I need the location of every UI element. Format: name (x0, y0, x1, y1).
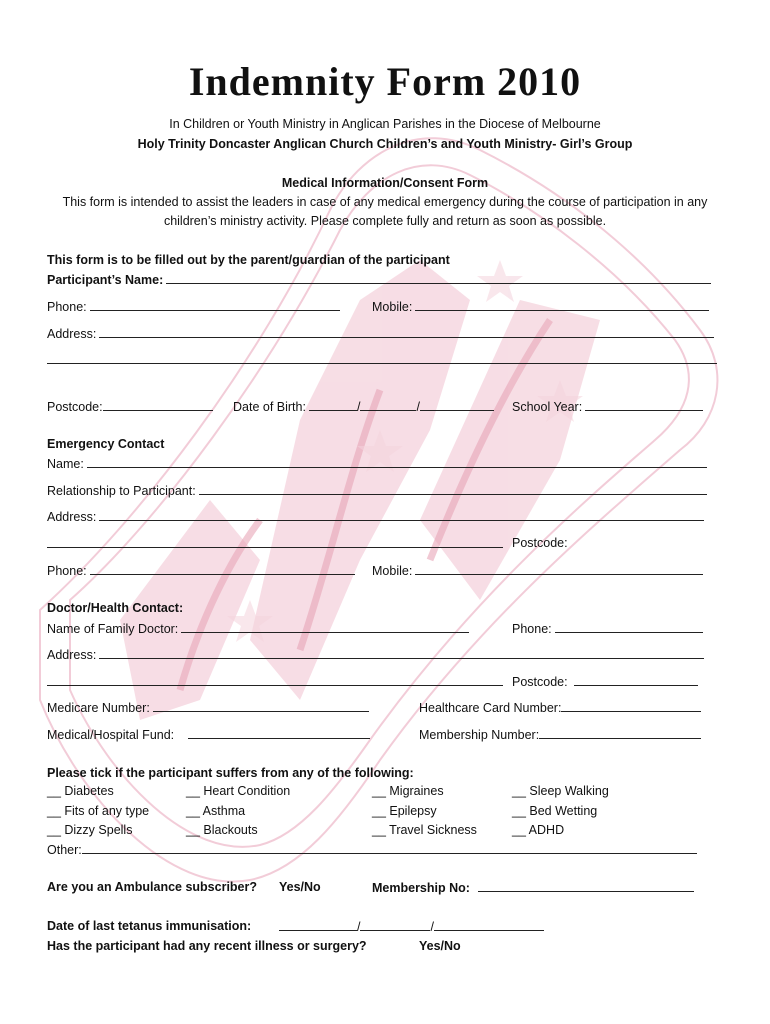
dob-day-field[interactable] (309, 399, 357, 411)
fund-label: Medical/Hospital Fund: (47, 728, 175, 742)
participant-mobile-label: Mobile: (372, 300, 413, 314)
doctor-name-label: Name of Family Doctor: (47, 622, 179, 636)
participant-address-row (47, 326, 714, 341)
emergency-address-label: Address: (47, 510, 97, 524)
fund-row (47, 727, 370, 742)
tetanus-separator-2: / (430, 920, 434, 934)
emergency-mobile-label: Mobile: (372, 564, 413, 578)
doctor-phone-row (512, 621, 703, 636)
conditions-col-1 (47, 782, 149, 841)
dob-year-field[interactable] (420, 399, 494, 411)
condition-blackouts[interactable]: __ Blackouts (186, 823, 258, 837)
condition-migraines[interactable]: __ Migraines (372, 784, 444, 798)
emergency-address-field-2[interactable] (47, 536, 503, 548)
emergency-phone-row (47, 563, 355, 578)
condition-travel-sickness[interactable]: __ Travel Sickness (372, 823, 477, 837)
doctor-postcode-label: Postcode: (512, 675, 568, 689)
healthcare-row (419, 700, 701, 715)
condition-fits[interactable]: __ Fits of any type (47, 803, 150, 818)
ambulance-membership-label: Membership No: (372, 881, 470, 895)
doctor-address-line-2 (47, 674, 503, 689)
school-year-field[interactable] (585, 399, 703, 411)
ambulance-membership-field[interactable] (478, 880, 694, 892)
emergency-name-label: Name: (47, 457, 84, 471)
doctor-address-label: Address: (47, 648, 97, 662)
other-row (47, 842, 697, 857)
membership-label: Membership Number: (419, 728, 540, 742)
membership-field[interactable] (539, 727, 701, 739)
tetanus-date-row (279, 919, 544, 934)
participant-mobile-row (372, 299, 709, 314)
emergency-address-row (47, 509, 704, 524)
dob-separator-2: / (416, 400, 420, 414)
illness-question: Has the participant had any recent illness or surgery? (47, 939, 367, 953)
participant-phone-label: Phone: (47, 300, 87, 314)
doctor-address-field[interactable] (99, 647, 704, 659)
participant-phone-row (47, 299, 340, 314)
participant-postcode-field[interactable] (103, 399, 213, 411)
participant-address-label: Address: (47, 327, 97, 341)
ambulance-membership-row (372, 880, 694, 895)
dob-label: Date of Birth: (233, 400, 306, 414)
doctor-phone-field[interactable] (555, 621, 703, 633)
dob-separator-1: / (356, 400, 361, 414)
dob-row (233, 399, 494, 414)
emergency-phone-field[interactable] (90, 563, 355, 575)
intro-line-1: This form is intended to assist the leaders in case of any medical emergency during the course of participation in any (62, 195, 708, 209)
conditions-col-4 (512, 782, 609, 841)
doctor-heading: Doctor/Health Contact: (47, 601, 184, 615)
tetanus-year-field[interactable] (434, 919, 544, 931)
participant-postcode-label: Postcode: (47, 400, 103, 414)
participant-address-field[interactable] (99, 326, 714, 338)
illness-answer[interactable]: Yes/No (419, 939, 461, 953)
fund-field[interactable] (188, 727, 370, 739)
participant-name-field[interactable] (166, 272, 711, 284)
page-title: Indemnity Form 2010 (188, 59, 582, 104)
section-heading: Medical Information/Consent Form (281, 176, 489, 190)
condition-dizzy-spells[interactable]: __ Dizzy Spells (47, 823, 133, 837)
participant-phone-field[interactable] (90, 299, 340, 311)
relationship-label: Relationship to Participant: (47, 484, 196, 498)
subtitle-church: Holy Trinity Doncaster Anglican Church Children’s and Youth Ministry- Girl’s Group (137, 137, 633, 151)
intro-line-2: children’s ministry activity. Please complete fully and return as soon as possible. (163, 214, 607, 228)
relationship-row (47, 483, 707, 498)
participant-address-field-2[interactable] (47, 352, 717, 364)
condition-diabetes[interactable]: __ Diabetes (47, 784, 114, 798)
conditions-col-2 (186, 782, 290, 841)
participant-mobile-field[interactable] (415, 299, 709, 311)
tetanus-label: Date of last tetanus immunisation: (47, 919, 252, 933)
doctor-name-field[interactable] (181, 621, 469, 633)
tetanus-month-field[interactable] (360, 919, 430, 931)
emergency-heading: Emergency Contact (47, 437, 165, 451)
doctor-address-row (47, 647, 704, 662)
doctor-phone-label: Phone: (512, 622, 552, 636)
ambulance-answer[interactable]: Yes/No (279, 880, 321, 894)
participant-name-label: Participant’s Name: (47, 273, 164, 287)
tetanus-separator-1: / (357, 920, 361, 934)
doctor-postcode-field[interactable] (574, 674, 698, 686)
doctor-address-field-2[interactable] (47, 674, 503, 686)
condition-epilepsy[interactable]: __ Epilepsy (372, 803, 437, 818)
conditions-heading: Please tick if the participant suffers from any of the following: (47, 766, 414, 780)
school-year-label: School Year: (512, 400, 583, 414)
medicare-row (47, 700, 369, 715)
membership-row (419, 727, 701, 742)
subtitle-diocese: In Children or Youth Ministry in Anglican Parishes in the Diocese of Melbourne (169, 117, 601, 131)
condition-bed-wetting[interactable]: __ Bed Wetting (512, 803, 598, 818)
doctor-name-row (47, 621, 469, 636)
healthcare-field[interactable] (561, 700, 701, 712)
participant-postcode-row (47, 399, 213, 414)
other-field[interactable] (82, 842, 697, 854)
conditions-col-3 (372, 782, 477, 841)
emergency-phone-label: Phone: (47, 564, 87, 578)
ambulance-question: Are you an Ambulance subscriber? (47, 880, 258, 894)
emergency-postcode-label: Postcode: (512, 536, 568, 550)
other-label: Other: (47, 843, 82, 857)
condition-heart[interactable]: __ Heart Condition (186, 784, 291, 798)
medicare-label: Medicare Number: (47, 701, 150, 715)
emergency-address-line-2 (47, 536, 503, 551)
participant-address-line-2 (47, 352, 717, 367)
doctor-postcode-row (512, 674, 698, 689)
emergency-address-field[interactable] (99, 509, 704, 521)
participant-name-row (47, 272, 711, 287)
healthcare-label: Healthcare Card Number: (419, 701, 562, 715)
emergency-name-field[interactable] (87, 456, 707, 468)
medicare-field[interactable] (153, 700, 369, 712)
school-year-row (512, 399, 703, 414)
emergency-mobile-field[interactable] (415, 563, 703, 575)
tetanus-day-field[interactable] (279, 919, 357, 931)
parent-instruction: This form is to be filled out by the parent/guardian of the participant (47, 253, 450, 267)
condition-sleep-walking[interactable]: __ Sleep Walking (512, 784, 609, 798)
condition-asthma[interactable]: __ Asthma (186, 803, 246, 818)
relationship-field[interactable] (199, 483, 707, 495)
dob-month-field[interactable] (360, 399, 416, 411)
condition-adhd[interactable]: __ ADHD (512, 823, 565, 837)
emergency-mobile-row (372, 563, 703, 578)
emergency-name-row (47, 456, 707, 471)
